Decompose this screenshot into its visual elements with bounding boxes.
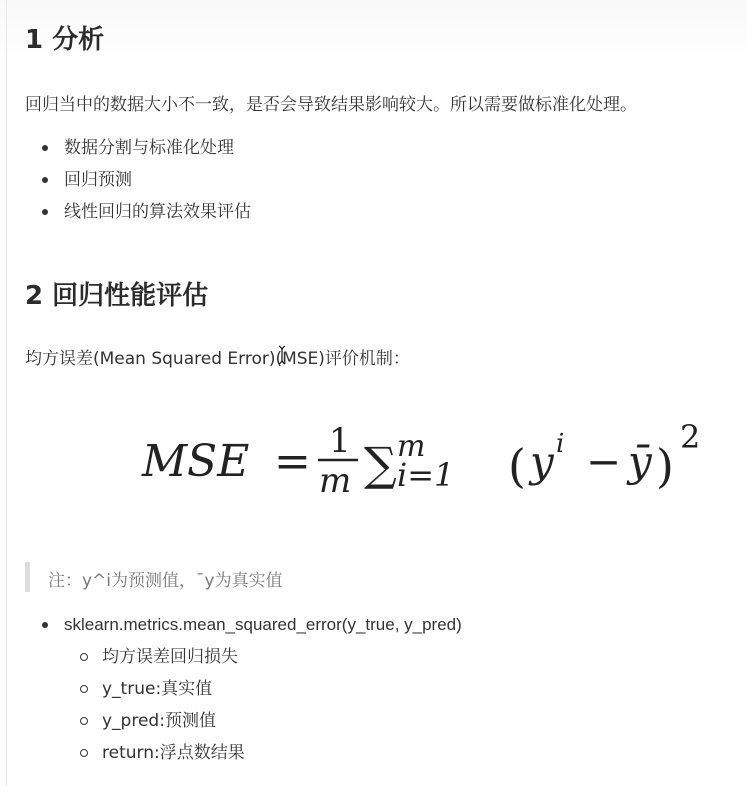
formula-lhs: MSE bbox=[142, 436, 250, 487]
note-text: 注：y^i为预测值，¯y为真实值 bbox=[48, 571, 283, 591]
formula-close-paren: ) bbox=[656, 439, 674, 493]
note-quote-bar bbox=[25, 562, 30, 592]
formula-sum-upper: m bbox=[397, 429, 426, 464]
list-item: 数据分割与标准化处理 bbox=[64, 132, 251, 164]
formula-denominator: m bbox=[319, 461, 352, 501]
page-edge-rule bbox=[6, 0, 7, 786]
formula-sum-lower: i=1 bbox=[397, 456, 455, 494]
bullet-icon bbox=[42, 177, 48, 183]
sub-bullet-icon bbox=[80, 653, 88, 661]
section-heading-evaluation: 2 回归性能评估 bbox=[25, 281, 209, 311]
formula-ybar: ȳ bbox=[628, 437, 652, 486]
formula-minus: − bbox=[586, 437, 622, 486]
formula-equals: = bbox=[274, 436, 311, 487]
bullet-icon bbox=[42, 622, 48, 628]
text-cursor-icon bbox=[278, 345, 286, 365]
formula-numerator: 1 bbox=[329, 421, 351, 461]
bullet-icon bbox=[42, 209, 48, 215]
list-item bbox=[64, 609, 462, 763]
formula-sum: ∑ bbox=[364, 437, 397, 491]
formula-open-paren: ( bbox=[508, 439, 526, 493]
bullet-icon bbox=[42, 145, 48, 151]
sub-bullet-icon bbox=[80, 685, 88, 693]
formula-sup-i: i bbox=[556, 429, 565, 459]
formula-y: y bbox=[530, 437, 554, 486]
section-intro-text: 回归当中的数据大小不一致，是否会导致结果影响较大。所以需要做标准化处理。 bbox=[25, 95, 637, 115]
list-item: 均方误差回归损失 bbox=[102, 641, 245, 673]
list-item: 线性回归的算法效果评估 bbox=[64, 196, 251, 228]
mse-formula bbox=[140, 412, 720, 502]
section-heading-analysis: 1 分析 bbox=[25, 25, 105, 55]
sub-bullet-icon bbox=[80, 749, 88, 757]
mse-intro-text: 均方误差(Mean Squared Error)(MSE)评价机制： bbox=[25, 349, 410, 369]
list-item: y_pred:预测值 bbox=[102, 705, 245, 737]
api-sub-list bbox=[102, 641, 245, 769]
list-item: y_true:真实值 bbox=[102, 673, 245, 705]
sub-bullet-icon bbox=[80, 717, 88, 725]
api-signature: sklearn.metrics.mean_squared_error(y_true, y_pred) bbox=[64, 615, 462, 634]
api-bullet-list bbox=[64, 609, 462, 763]
formula-power: 2 bbox=[680, 418, 701, 456]
list-item: return:浮点数结果 bbox=[102, 737, 245, 769]
list-item: 回归预测 bbox=[64, 164, 251, 196]
analysis-bullet-list bbox=[64, 132, 251, 228]
